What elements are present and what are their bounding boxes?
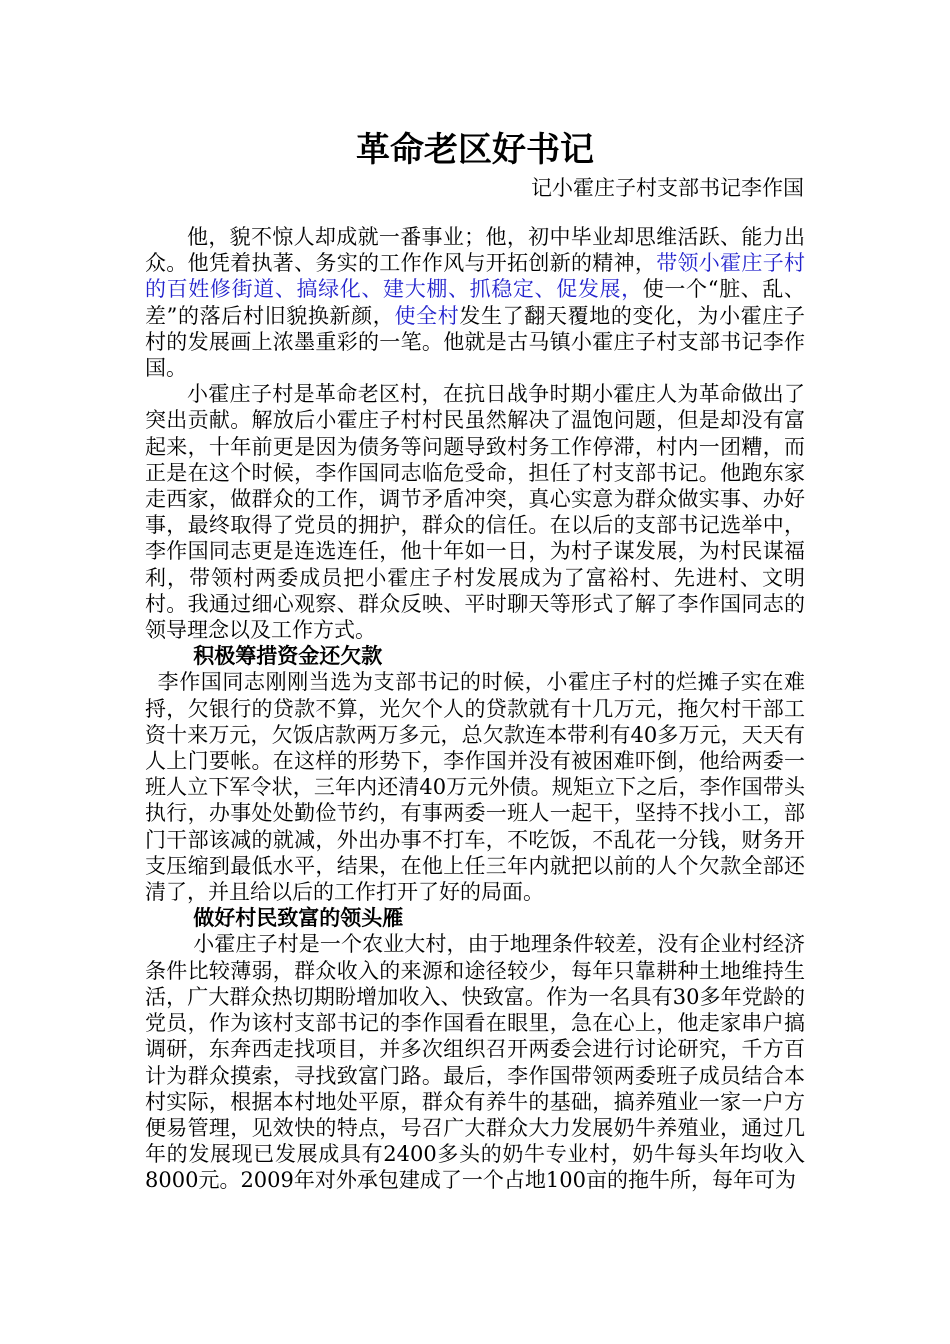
page-title: 革命老区好书记 [356,130,594,170]
paragraph-text: 发生了翻天覆地的变化，为小霍庄子村的发展画上浓墨重彩的一笔。他就是古马镇小霍庄子村支部书记李作国。 [145,303,805,381]
document-body [145,224,805,1194]
page-subtitle: 记小霍庄子村支部书记李作国 [531,176,804,200]
hyperlink-text[interactable]: 使全村 [394,303,460,328]
paragraph-intro [145,224,805,381]
hyperlink-text[interactable]: 带领小霍庄子村的百姓修街道、搞绿化、建大棚、抓稳定、促发展， [145,251,806,302]
paragraph-leader: 小霍庄子村是一个农业大村，由于地理条件较差，没有企业村经济条件比较薄弱，群众收入的来源和途径较少，每年只靠耕种土地维持生活，广大群众热切期盼增加收入、快致富。作为一名具有30多年党龄的党员，作为该村支部书记的李作国看在眼里，急在心上，他走家串户搞调研，东奔西走找项目，并多次组织召开两委会进行讨论研究，千方百计为群众摸索，寻找致富门路。最后，李作国带领两委班子成员结合本村实际，根据本村地处平原，群众有养牛的基础，搞养殖业一家一户方便易管理，见效快的特点，号召广大群众大力发展奶牛养殖业，通过几年的发展现已发展成具有2400多头的奶牛专业村，奶牛每头年均收入8000元。2009年对外承包建成了一个占地100亩的拖牛所，每年可为 [145,932,805,1193]
paragraph-background: 小霍庄子村是革命老区村，在抗日战争时期小霍庄人为革命做出了突出贡献。解放后小霍庄子村村民虽然解决了温饱问题，但是却没有富起来，十年前更是因为债务等问题导致村务工作停滞，村内一团糟，而正是在这个时候，李作国同志临危受命，担任了村支部书记。他跑东家走西家，做群众的工作，调节矛盾冲突，真心实意为群众做实事、办好事，最终取得了党员的拥护，群众的信任。在以后的支部书记选举中，李作国同志更是连选连任，他十年如一日，为村子谋发展，为村民谋福利，带领村两委成员把小霍庄子村发展成为了富裕村、先进村、文明村。我通过细心观察、群众反映、平时聊天等形式了解了李作国同志的领导理念以及工作方式。 [145,382,805,643]
paragraph-text: 使一个“脏、乱、差”的落后村旧貌换新颜， [145,277,805,328]
paragraph-debt: 李作国同志刚刚当选为支部书记的时候，小霍庄子村的烂摊子实在难捋，欠银行的贷款不算，光欠个人的贷款就有十几万元，拖欠村干部工资十来万元，欠饭店款两万多元，总欠款连本带利有40多万元，天天有人上门要帐。在这样的形势下，李作国并没有被困难吓倒，他给两委一班人立下军令状，三年内还清40万元外债。规矩立下之后，李作国带头执行，办事处处勤俭节约，有事两委一班人一起干，坚持不找小工，部门干部该减的就减，外出办事不打车，不吃饭，不乱花一分钱，财务开支压缩到最低水平，结果，在他上任三年内就把以前的人个欠款全部还清了，并且给以后的工作打开了好的局面。 [145,670,805,905]
section-heading-leader: 做好村民致富的领头雁 [193,905,404,931]
section-heading-debt: 积极筹措资金还欠款 [193,643,383,669]
paragraph-text: 他，貌不惊人却成就一番事业；他，初中毕业却思维活跃、能力出众。他凭着执著、务实的工作作风与开拓创新的精神， [145,225,805,276]
